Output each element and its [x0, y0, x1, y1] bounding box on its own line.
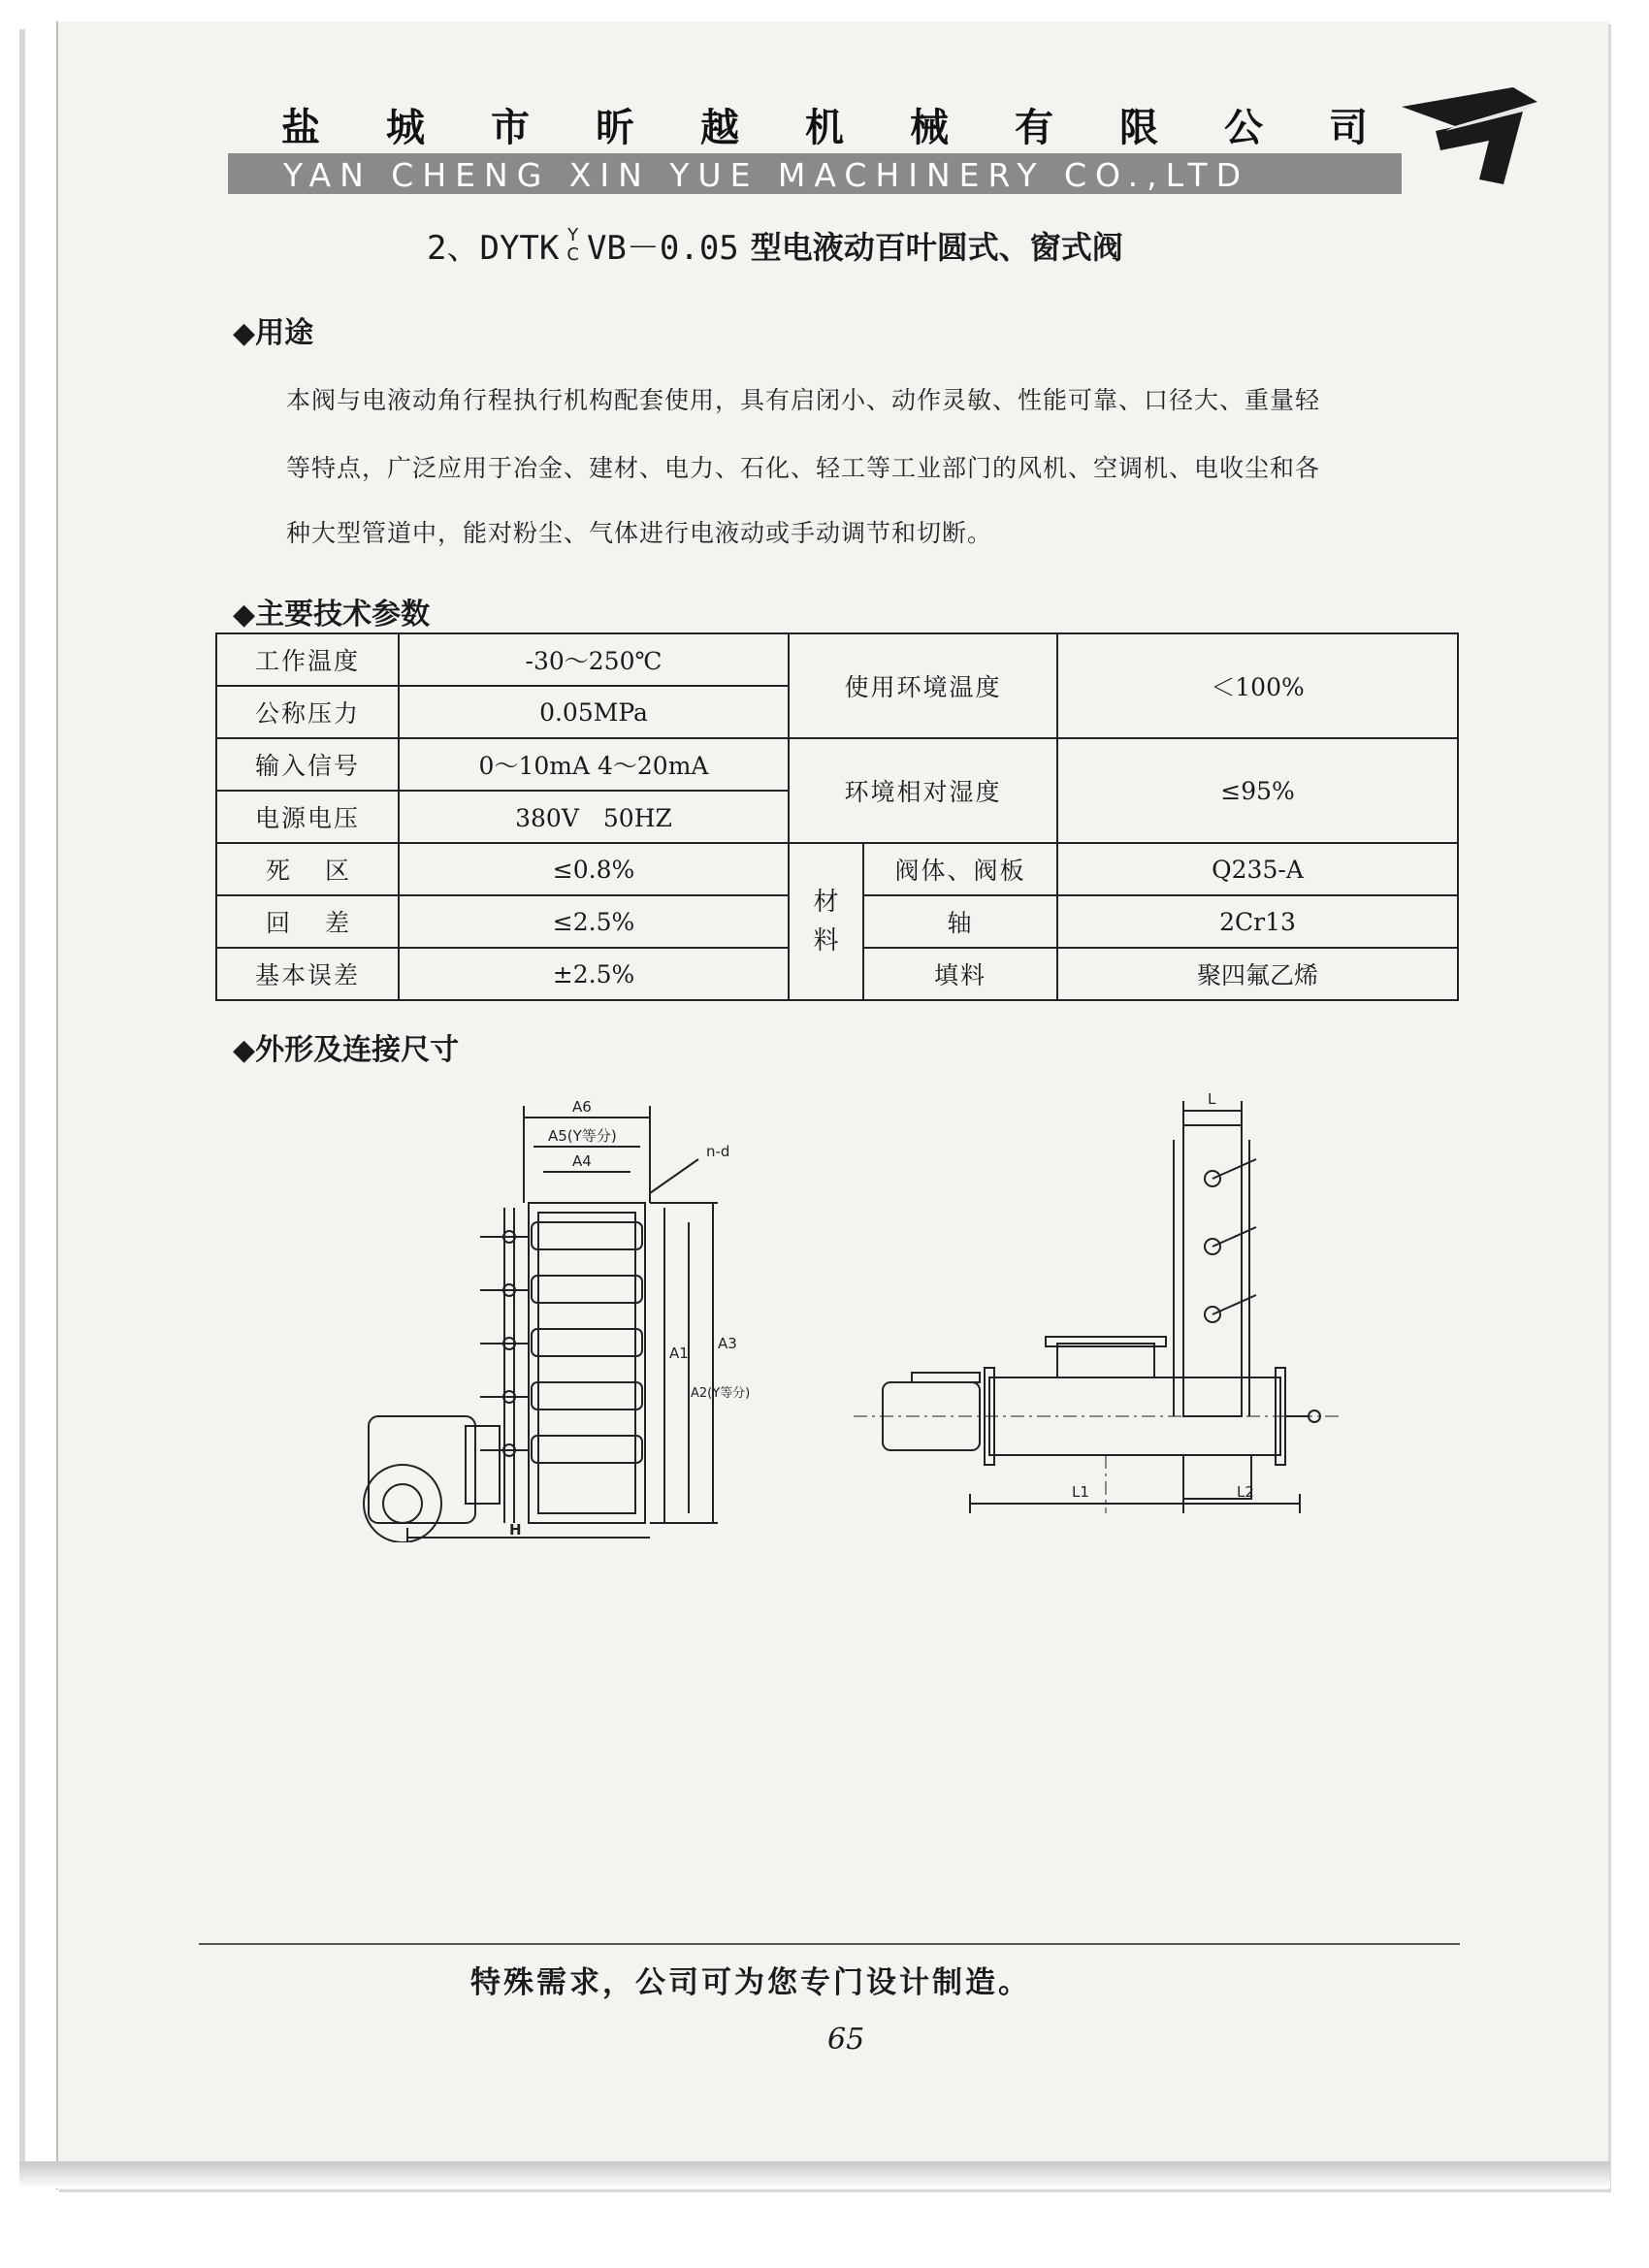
- company-char: 昕: [596, 106, 634, 150]
- company-char: 越: [700, 106, 739, 150]
- packing-label: 填料: [863, 948, 1057, 1000]
- material-label: [789, 843, 863, 1000]
- label-a4: A4: [572, 1152, 592, 1170]
- page-shadow: [19, 2161, 1610, 2188]
- hysteresis-value: ≤2.5%: [399, 895, 789, 948]
- pressure-value: 0.05MPa: [399, 686, 789, 738]
- input-value: 0～10mA 4～20mA: [399, 738, 789, 791]
- dimensions-heading: ◆外形及连接尺寸: [233, 1033, 460, 1067]
- label-h: H: [509, 1521, 522, 1539]
- title-model: VB－0.05: [586, 229, 739, 268]
- side-view: [854, 1101, 1339, 1513]
- company-name-en: YAN CHENG XIN YUE MACHINERY CO.,LTD: [282, 155, 1250, 194]
- page-number: 65: [827, 2023, 865, 2057]
- company-char: 有: [1015, 106, 1053, 150]
- work-temp-label: 工作温度: [216, 633, 399, 686]
- shaft-label: 轴: [863, 895, 1057, 948]
- env-temp-value: ＜100%: [1057, 633, 1458, 738]
- company-char: 盐: [281, 106, 320, 150]
- table-row: [216, 738, 1458, 791]
- binding-edge: [19, 29, 25, 2163]
- title-prefix: 2、DYTK: [427, 229, 560, 268]
- usage-line: 等特点，广泛应用于冶金、建材、电力、石化、轻工等工业部门的风机、空调机、电收尘和各: [286, 454, 1321, 482]
- shaft-value: 2Cr13: [1057, 895, 1458, 948]
- work-temp-value: -30～250℃: [399, 633, 789, 686]
- body-label: 阀体、阀板: [863, 843, 1057, 895]
- hysteresis-label: 回差: [216, 895, 399, 948]
- company-char: 城: [386, 106, 425, 150]
- env-temp-label: 使用环境温度: [789, 633, 1057, 738]
- label-l1: L1: [1072, 1483, 1089, 1501]
- packing-value: 聚四氟乙烯: [1057, 948, 1458, 1000]
- power-value: 380V 50HZ: [399, 791, 789, 843]
- input-label: 输入信号: [216, 738, 399, 791]
- material-label-char: 材: [813, 888, 839, 917]
- variant-y: Y: [567, 224, 579, 245]
- label-nd: n-d: [706, 1143, 730, 1160]
- label-a3: A3: [718, 1335, 737, 1352]
- params-heading: ◆主要技术参数: [233, 598, 431, 632]
- usage-line: 本阀与电液动角行程执行机构配套使用，具有启闭小、动作灵敏、性能可靠、口径大、重量轻: [286, 386, 1321, 414]
- body-value: Q235-A: [1057, 843, 1458, 895]
- label-a1: A1: [669, 1345, 689, 1362]
- material-label-char: 料: [813, 926, 839, 956]
- power-label: 电源电压: [216, 791, 399, 843]
- basic-error-label: 基本误差: [216, 948, 399, 1000]
- footer-slogan: 特殊需求，公司可为您专门设计制造。: [470, 1965, 1031, 2000]
- label-l: L: [1208, 1090, 1216, 1108]
- label-a2: A2(Y等分): [691, 1386, 751, 1401]
- company-char: 械: [910, 106, 949, 150]
- dead-zone-label: 死区: [216, 843, 399, 895]
- product-title: [427, 221, 1123, 269]
- footer-divider: [199, 1943, 1460, 1945]
- label-a6: A6: [572, 1098, 592, 1116]
- title-variant-stack: [566, 226, 579, 265]
- params-table: [215, 632, 1459, 1001]
- label-l2: L2: [1237, 1483, 1254, 1501]
- company-logo-icon: [1397, 82, 1542, 189]
- pressure-label: 公称压力: [216, 686, 399, 738]
- company-name-cn: [281, 97, 1368, 152]
- table-row: [216, 843, 1458, 895]
- title-name: 型电液动百叶圆式、窗式阀: [750, 228, 1123, 266]
- company-char: 机: [805, 106, 844, 150]
- company-char: 限: [1119, 106, 1158, 150]
- usage-line: 种大型管道中，能对粉尘、气体进行电液动或手动调节和切断。: [286, 519, 993, 547]
- company-char: 公: [1224, 106, 1263, 150]
- basic-error-value: ±2.5%: [399, 948, 789, 1000]
- variant-c: C: [566, 243, 579, 265]
- dead-zone-value: ≤0.8%: [399, 843, 789, 895]
- table-row: [216, 633, 1458, 686]
- company-char: 司: [1329, 106, 1368, 150]
- usage-heading: ◆用途: [233, 316, 314, 350]
- humidity-value: ≤95%: [1057, 738, 1458, 843]
- front-view: [364, 1106, 718, 1542]
- label-a5: A5(Y等分): [548, 1127, 617, 1145]
- technical-drawing: [330, 1086, 1436, 1542]
- humidity-label: 环境相对湿度: [789, 738, 1057, 843]
- company-char: 市: [491, 106, 530, 150]
